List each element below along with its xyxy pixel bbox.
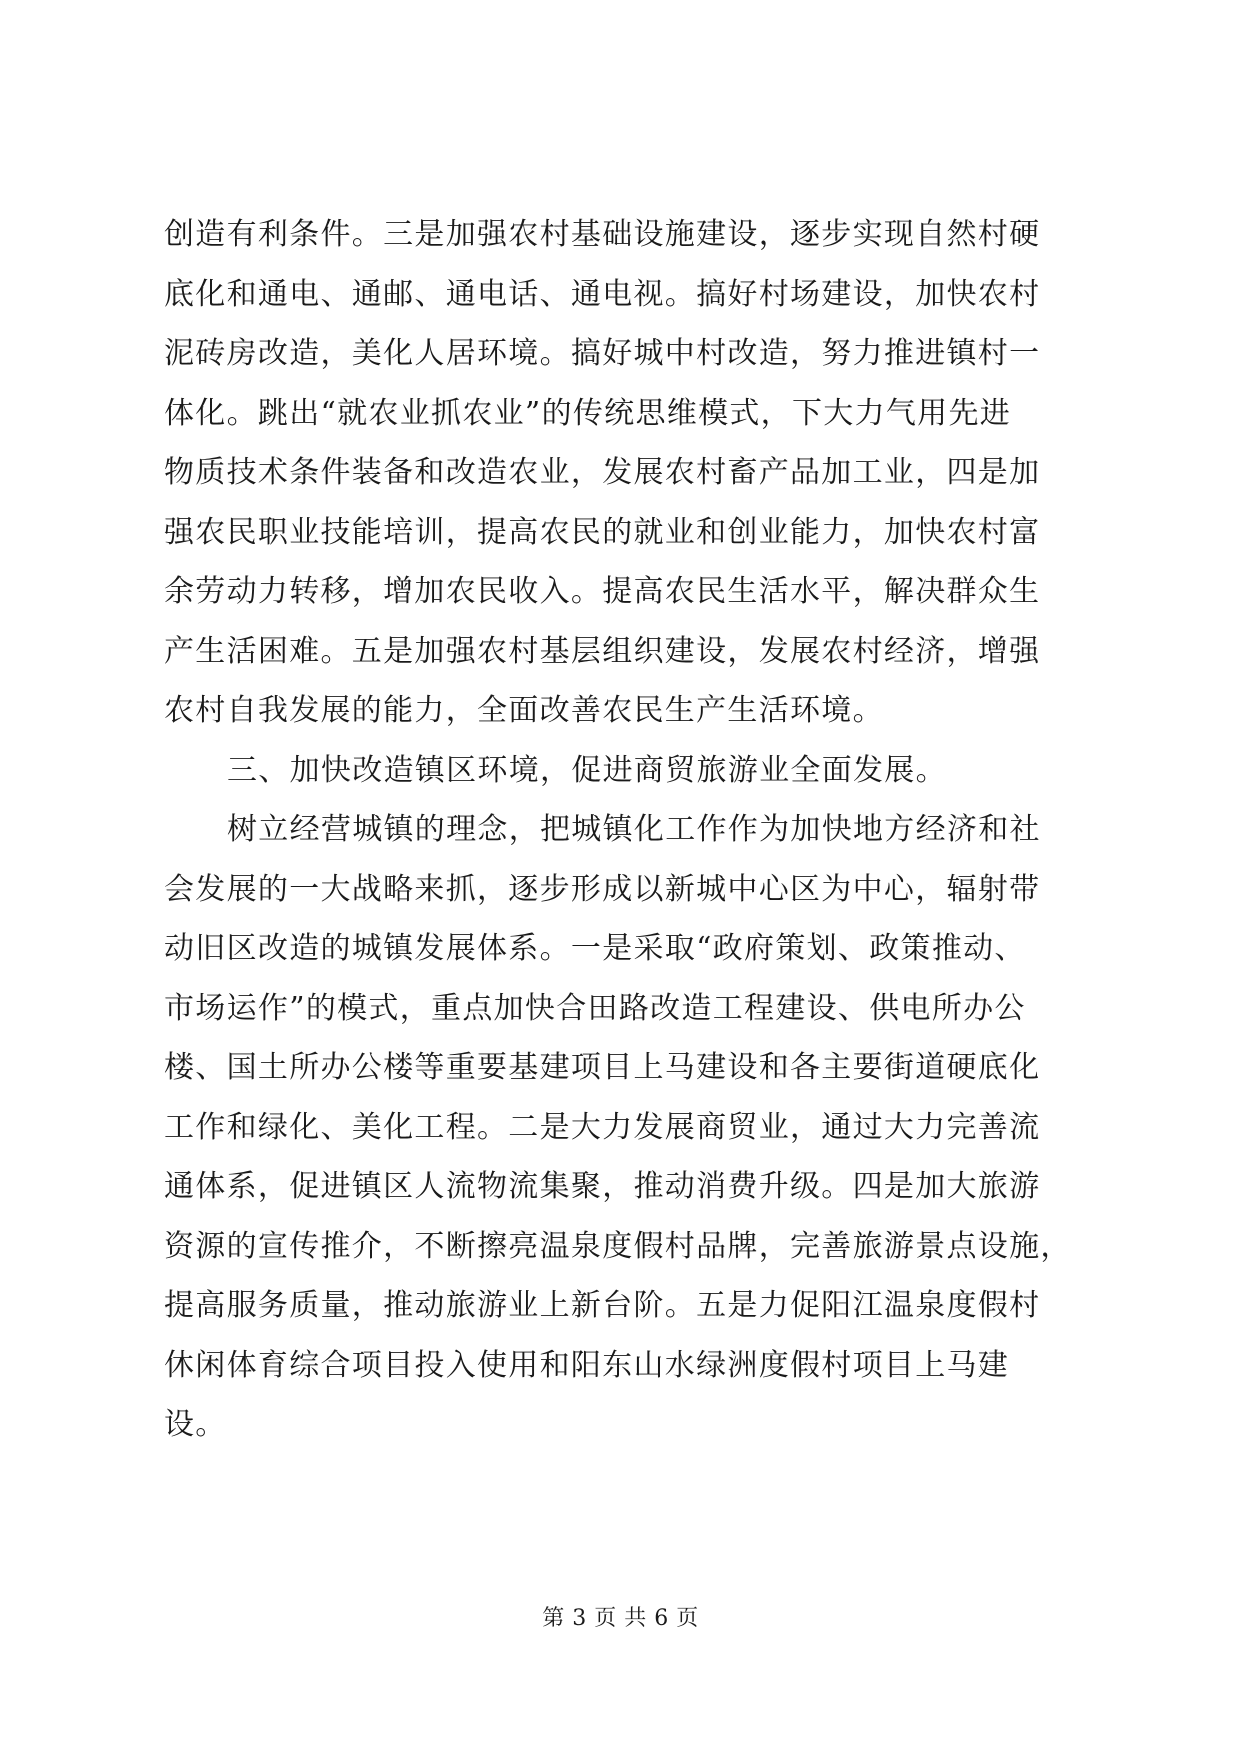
document-body bbox=[164, 205, 1084, 1455]
section-heading: 三、加快改造镇区环境，促进商贸旅游业全面发展。 bbox=[227, 752, 947, 788]
text-line: 产生活困难。五是加强农村基层组织建设，发展农村经济，增强 bbox=[164, 633, 1041, 669]
text-line: 物质技术条件装备和改造农业，发展农村畜产品加工业，四是加 bbox=[164, 455, 1041, 490]
text-line: 提高服务质量，推动旅游业上新台阶。五是力促阳江温泉度假村 bbox=[164, 1288, 1041, 1323]
text-line: 工作和绿化、美化工程。二是大力发展商贸业，通过大力完善流 bbox=[164, 1109, 1041, 1145]
text-line: 泥砖房改造，美化人居环境。搞好城中村改造，努力推进镇村一 bbox=[164, 336, 1041, 371]
text-line: 休闲体育综合项目投入使用和阳东山水绿洲度假村项目上马建 bbox=[164, 1347, 1010, 1383]
text-line: 强农民职业技能培训，提高农民的就业和创业能力，加快农村富 bbox=[164, 514, 1041, 550]
text-line: 树立经营城镇的理念，把城镇化工作作为加快地方经济和社 bbox=[227, 812, 1041, 847]
text-line: 农村自我发展的能力，全面改善农民生产生活环境。 bbox=[164, 693, 884, 728]
text-line: 体化。跳出“就农业抓农业”的传统思维模式，下大力气用先进 bbox=[164, 395, 1012, 431]
text-line: 市场运作”的模式，重点加快合田路改造工程建设、供电所办公 bbox=[164, 990, 1026, 1026]
text-line: 设。 bbox=[164, 1407, 227, 1442]
text-line: 会发展的一大战略来抓，逐步形成以新城中心区为中心，辐射带 bbox=[164, 871, 1041, 907]
text-line: 底化和通电、通邮、通电话、通电视。搞好村场建设，加快农村 bbox=[164, 276, 1041, 312]
text-line: 动旧区改造的城镇发展体系。一是采取“政府策划、政策推动、 bbox=[164, 931, 1026, 966]
text-line: 资源的宣传推介，不断擦亮温泉度假村品牌，完善旅游景点设施， bbox=[164, 1228, 1072, 1264]
text-line: 创造有利条件。三是加强农村基础设施建设，逐步实现自然村硬 bbox=[164, 217, 1041, 252]
text-line: 余劳动力转移，增加农民收入。提高农民生活水平，解决群众生 bbox=[164, 574, 1041, 609]
text-line: 通体系，促进镇区人流物流集聚，推动消费升级。四是加大旅游 bbox=[164, 1169, 1041, 1204]
page-number-footer: 第 3 页 共 6 页 bbox=[542, 1606, 699, 1631]
text-line: 楼、国土所办公楼等重要基建项目上马建设和各主要街道硬底化 bbox=[164, 1050, 1041, 1085]
